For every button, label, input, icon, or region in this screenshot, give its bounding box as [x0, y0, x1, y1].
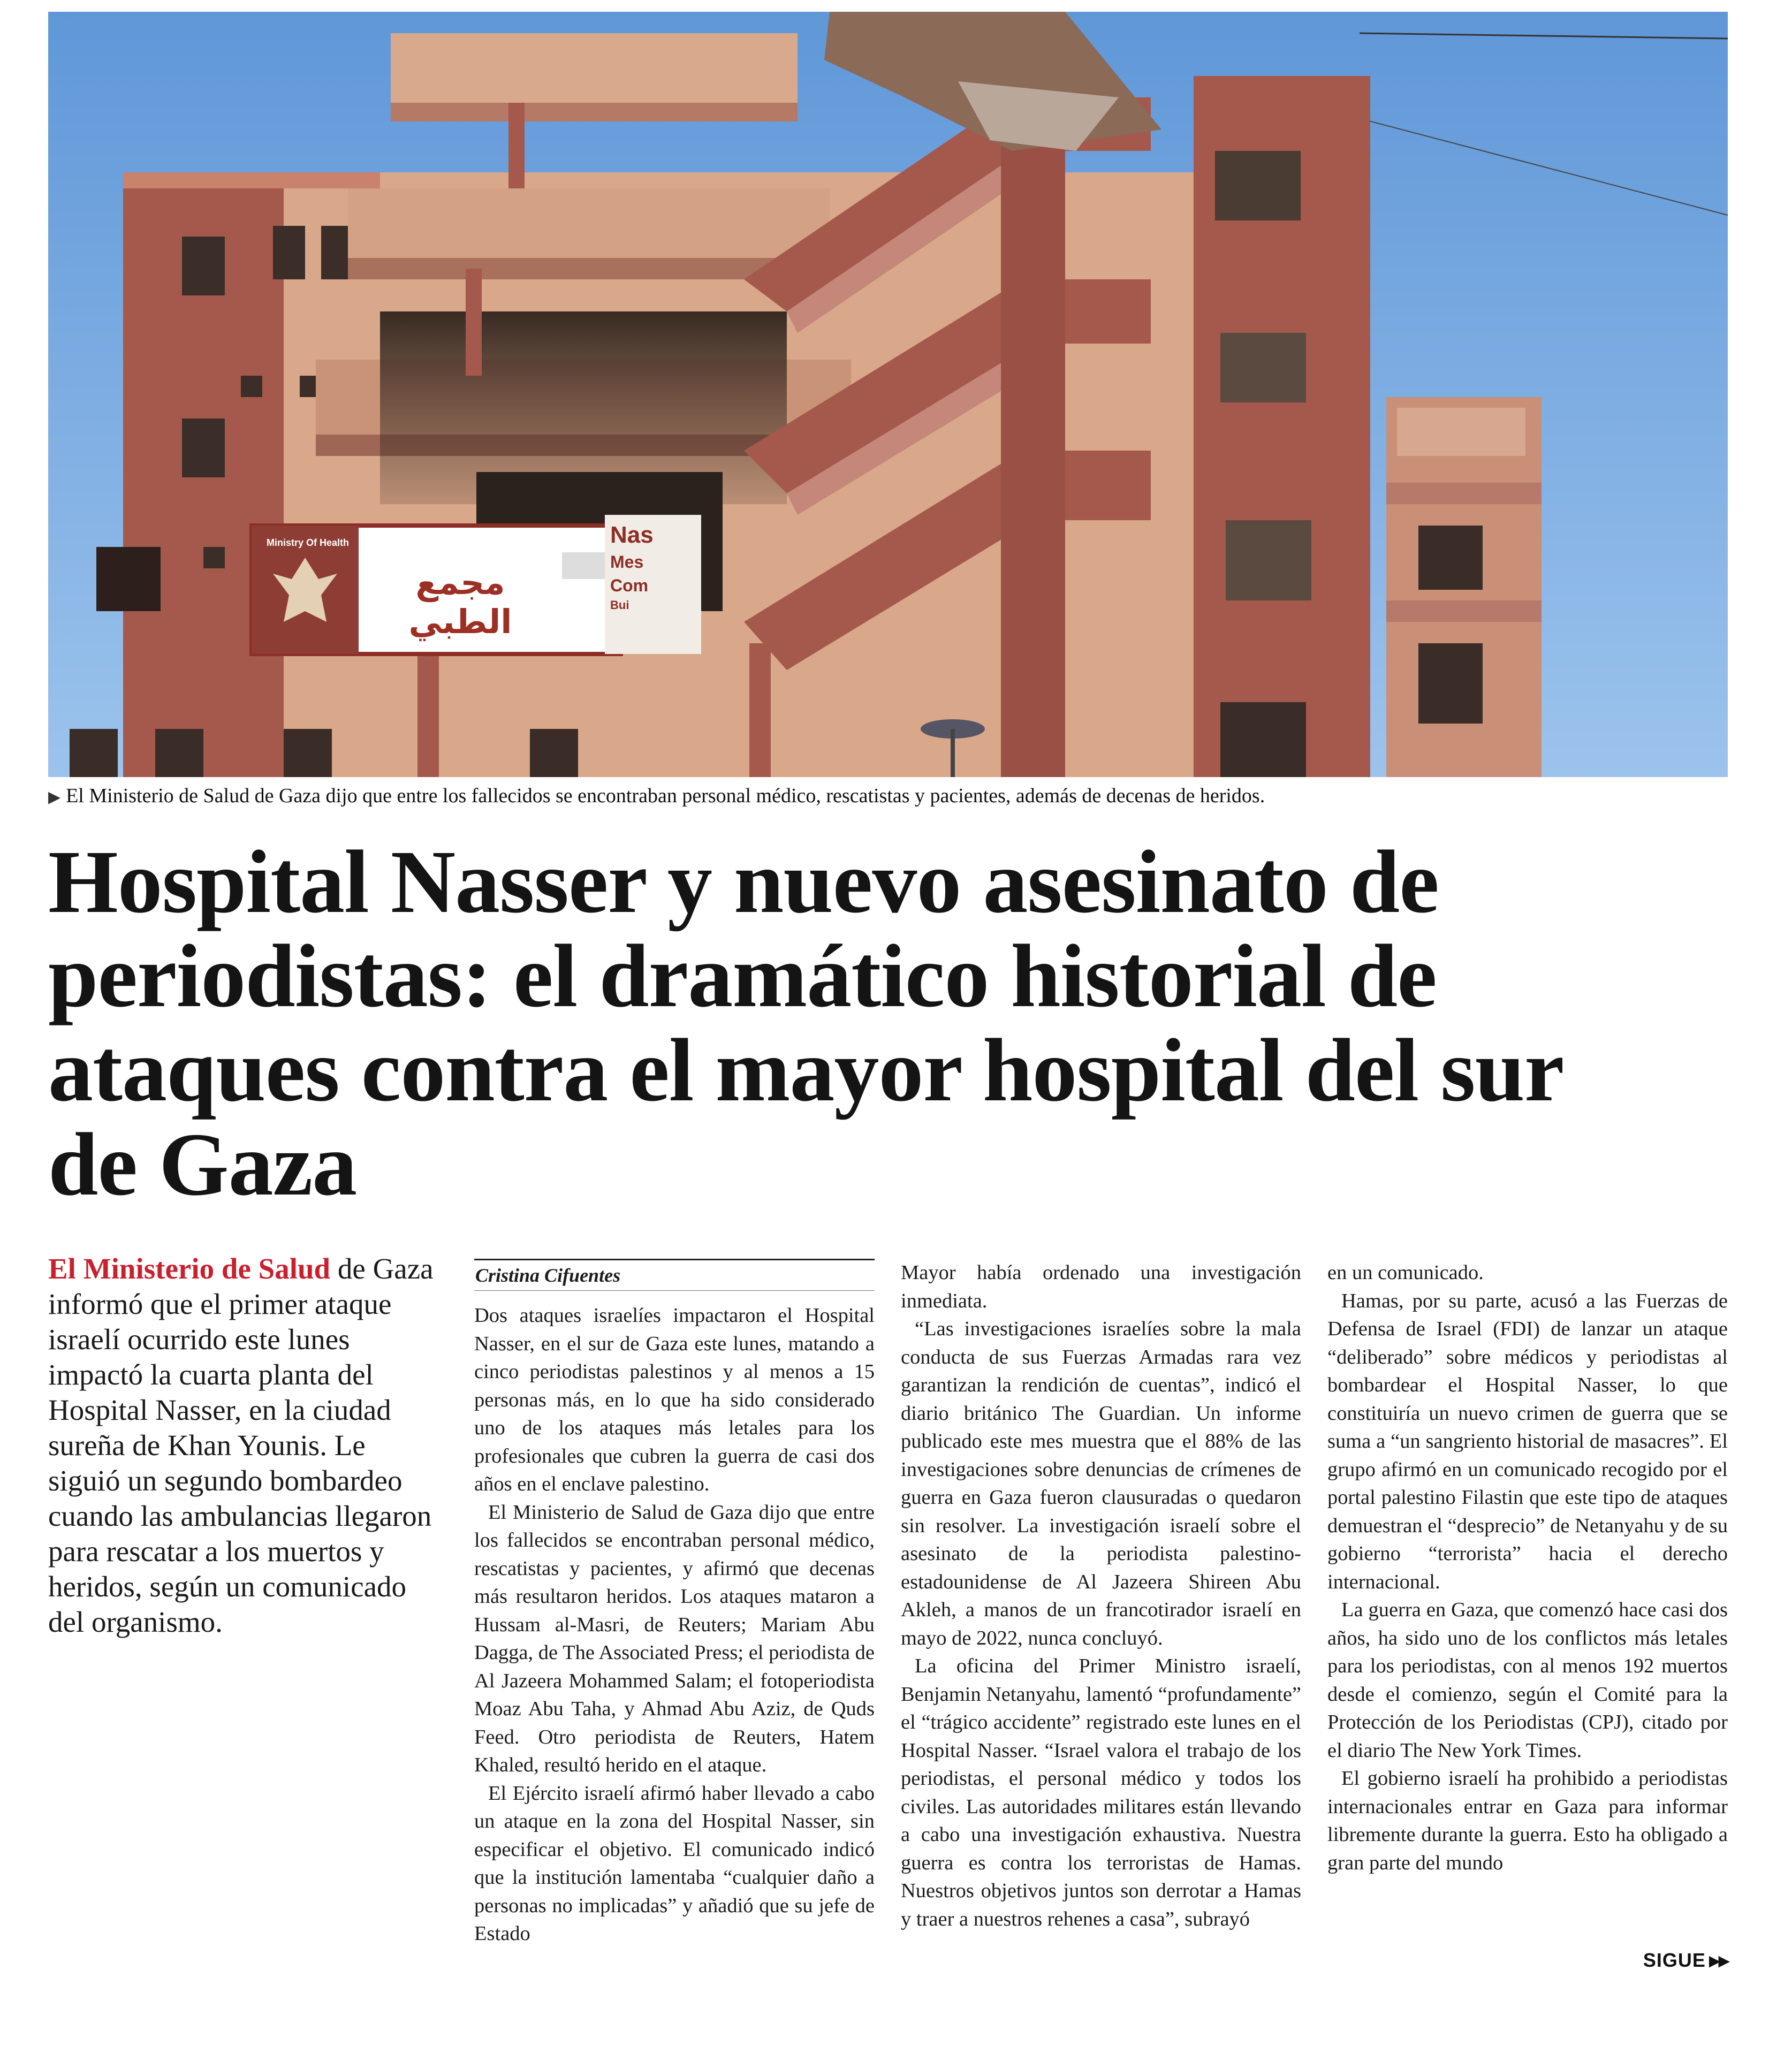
- sign-arabic-text: مجمع الطبي: [408, 563, 512, 641]
- sign-line: Bui: [610, 598, 629, 612]
- caption-triangle-icon: ▶: [48, 788, 61, 806]
- body-paragraph: Dos ataques israelíes impactaron el Hospital Nasser, en el sur de Gaza este lunes, matando a cinco periodistas palestinos y al menos a 15 personas más, en lo que ha sido considerado uno de los ataques más letales para los profesionales que cubren la guerra de casi dos años en el enclave palestino.: [474, 1304, 875, 1495]
- body-paragraph: Mayor había ordenado una investigación inmediata.: [901, 1261, 1301, 1312]
- body-column-3: [1327, 1259, 1728, 1877]
- body-paragraph: en un comunicado.: [1327, 1261, 1484, 1284]
- body-paragraph: El Ministerio de Salud de Gaza dijo que entre los fallecidos se encontraban personal médico, rescatistas y pacientes, y afirmó que decenas más resultaron heridos. Los ataques mataron a Hussam al-Masri, de Reuters; Mariam Abu Dagga, de The Associated Press; el periodista de Al Jazeera Mohammed Salam; el fotoperiodista Moaz Abu Taha, y Ahmad Abu Aziz, de Quds Feed. Otro periodista de Reuters, Hatem Khaled, resultó herido en el ataque.: [474, 1501, 875, 1776]
- lead-text: de Gaza informó que el primer ataque israelí ocurrido este lunes impactó la cuarta planta del Hospital Nasser, en la ciudad sureña de Khan Younis. Le siguió un segundo bombardeo cuando las ambulancias llegaron para rescatar a los muertos y heridos, según un comunicado del organismo.: [48, 1252, 434, 1638]
- sign-latin-text: [610, 520, 696, 613]
- sign-line: Com: [610, 576, 649, 595]
- body-paragraph: La oficina del Primer Ministro israelí, Benjamin Netanyahu, lamentó “profundamente” el “trágico accidente” registrado este lunes en el Hospital Nasser. “Israel valora el trabajo de los periodistas, el personal médico y todos los civiles. Las autoridades militares están llevando a cabo una investigación exhaustiva. Nuestra guerra es contra los terroristas de Hamas. Nuestros objetivos juntos son derrotar a Hamas y traer a nuestros rehenes a casa”, subrayó: [901, 1655, 1301, 1930]
- sigue-arrows-icon: ▶▶: [1709, 1952, 1728, 1969]
- body-column-2: [901, 1259, 1301, 1933]
- body-paragraph: Hamas, por su parte, acusó a las Fuerzas de Defensa de Israel (FDI) de lanzar un ataque “deliberado” sobre médicos y periodistas al bombardear el Hospital Nasser, lo que constituiría un nuevo crimen de guerra que se suma a “un sangriento historial de masacres”. El grupo afirmó en un comunicado recogido por el portal palestino Filastin que este tipo de ataques demuestran el “desprecio” de Netanyahu y de su gobierno “terrorista” hacia el derecho internacional.: [1327, 1289, 1728, 1593]
- headline: Hospital Nasser y nuevo asesinato de periodistas: el dramático historial de ataques contra el mayor hospital del sur de Gaza: [48, 832, 1562, 1214]
- body-column-1: [474, 1259, 875, 1948]
- body-paragraph: El Ejército israelí afirmó haber llevado a cabo un ataque en la zona del Hospital Nasser, sin especificar el objetivo. El comunicado indicó que la institución lamentaba “cualquier daño a personas no implicadas” y añadió que su jefe de Estado: [474, 1782, 875, 1945]
- sign-line: Mes: [610, 552, 644, 572]
- body-paragraph: “Las investigaciones israelíes sobre la mala conducta de sus Fuerzas Armadas rara vez garantizan la rendición de cuentas”, indicó el diario británico The Guardian. Un informe publicado este mes muestra que el 88% de las investigaciones sobre denuncias de crímenes de guerra en Gaza fueron clausuradas o quedaron sin resolver. La investigación israelí sobre el asesinato de la periodista palestino-estadounidense de Al Jazeera Shireen Abu Akleh, a manos de un francotirador israelí en mayo de 2022, nunca concluyó.: [901, 1318, 1301, 1649]
- sign-header: Ministry Of Health: [266, 537, 350, 548]
- sigue-label: SIGUE: [1643, 1949, 1706, 1971]
- lead-paragraph: [48, 1251, 434, 1640]
- photo-caption: [48, 783, 1729, 810]
- hospital-building-illustration: [48, 12, 1728, 777]
- byline: Cristina Cifuentes: [474, 1259, 875, 1291]
- body-paragraph: El gobierno israelí ha prohibido a periodistas internacionales entrar en Gaza para informar libremente durante la guerra. Esto ha obligado a gran parte del mundo: [1327, 1767, 1728, 1874]
- continue-marker[interactable]: [1643, 1949, 1728, 1972]
- body-paragraph: La guerra en Gaza, que comenzó hace casi dos años, ha sido uno de los conflictos más letales para los periodistas, con al menos 192 muertos desde el comienzo, según el Comité para la Protección de los Periodistas (CPJ), citado por el diario The New York Times.: [1327, 1599, 1728, 1762]
- caption-text: El Ministerio de Salud de Gaza dijo que entre los fallecidos se encontraban personal médico, rescatistas y pacientes, además de decenas de heridos.: [66, 785, 1265, 807]
- sign-line: Nas: [610, 522, 654, 548]
- hospital-photo: [48, 12, 1728, 777]
- lead-highlight: El Ministerio de Salud: [48, 1252, 331, 1285]
